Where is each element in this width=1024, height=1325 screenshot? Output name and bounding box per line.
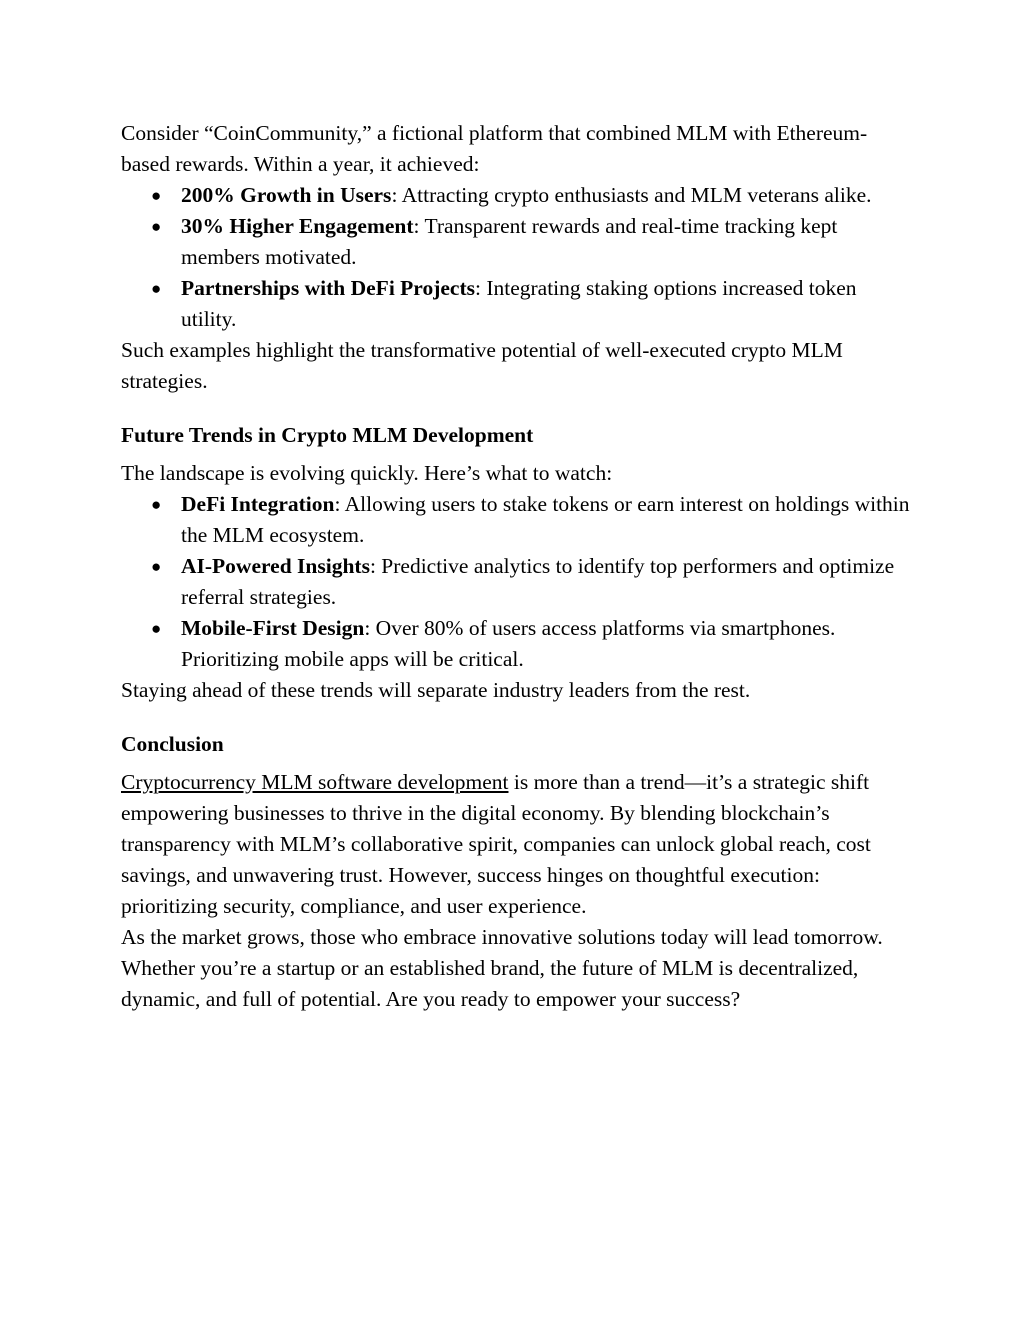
conclusion-paragraph-1	[121, 767, 911, 922]
intro-closing-paragraph: Such examples highlight the transformative potential of well-executed crypto MLM strategies.	[121, 338, 843, 393]
list-item-text: : Integrating staking options increased token utility.	[181, 276, 857, 331]
list-item-text: : Predictive analytics to identify top performers and optimize referral strategies.	[181, 554, 895, 609]
list-item-text: : Attracting crypto enthusiasts and MLM veterans alike.	[391, 183, 872, 207]
list-item-title: Partnerships with DeFi Projects	[181, 276, 475, 300]
list-item-text: : Transparent rewards and real-time tracking kept members motivated.	[181, 214, 838, 269]
list-item	[121, 180, 911, 211]
trends-closing-paragraph: Staying ahead of these trends will separate industry leaders from the rest.	[121, 678, 751, 702]
list-item-title: DeFi Integration	[181, 492, 335, 516]
list-item	[121, 489, 911, 551]
bullet-icon: ●	[151, 186, 162, 205]
list-item-title: AI-Powered Insights	[181, 554, 370, 578]
list-item-text: : Over 80% of users access platforms via smartphones. Prioritizing mobile apps will be critical.	[181, 616, 836, 671]
list-item-text: : Allowing users to stake tokens or earn interest on holdings within the MLM ecosystem.	[181, 492, 910, 547]
list-item	[121, 551, 911, 613]
bullet-icon: ●	[151, 557, 162, 576]
list-item	[121, 211, 911, 273]
intro-paragraph: Consider “CoinCommunity,” a fictional platform that combined MLM with Ethereum-based rewards. Within a year, it achieved:	[121, 121, 868, 176]
intro-bullet-list	[121, 180, 911, 335]
trends-bullet-list	[121, 489, 911, 675]
bullet-icon: ●	[151, 495, 162, 514]
bullet-icon: ●	[151, 619, 162, 638]
conclusion-paragraph-2: As the market grows, those who embrace innovative solutions today will lead tomorrow. Whether you’re a startup or an established brand, the future of MLM is decentralized, dynamic, and full of potential. Are you ready to empower your success?	[121, 925, 883, 1011]
list-item-title: 30% Higher Engagement	[181, 214, 414, 238]
trends-lead-paragraph: The landscape is evolving quickly. Here’s what to watch:	[121, 461, 613, 485]
list-item	[121, 613, 911, 675]
list-item-title: 200% Growth in Users	[181, 183, 392, 207]
bullet-icon: ●	[151, 217, 162, 236]
section-heading-trends: Future Trends in Crypto MLM Development	[121, 423, 534, 447]
section-heading-conclusion: Conclusion	[121, 732, 224, 756]
bullet-icon: ●	[151, 279, 162, 298]
document-page	[121, 118, 911, 1015]
list-item-title: Mobile-First Design	[181, 616, 365, 640]
conclusion-paragraph-1-text: is more than a trend—it’s a strategic shift empowering businesses to thrive in the digital economy. By blending blockchain’s transparency with MLM’s collaborative spirit, companies can unlock global reach, cost savings, and unwavering trust. However, success hinges on thoughtful execution: prioritizing security, compliance, and user experience.	[121, 770, 871, 918]
software-development-link[interactable]: Cryptocurrency MLM software development	[121, 770, 509, 794]
list-item	[121, 273, 911, 335]
